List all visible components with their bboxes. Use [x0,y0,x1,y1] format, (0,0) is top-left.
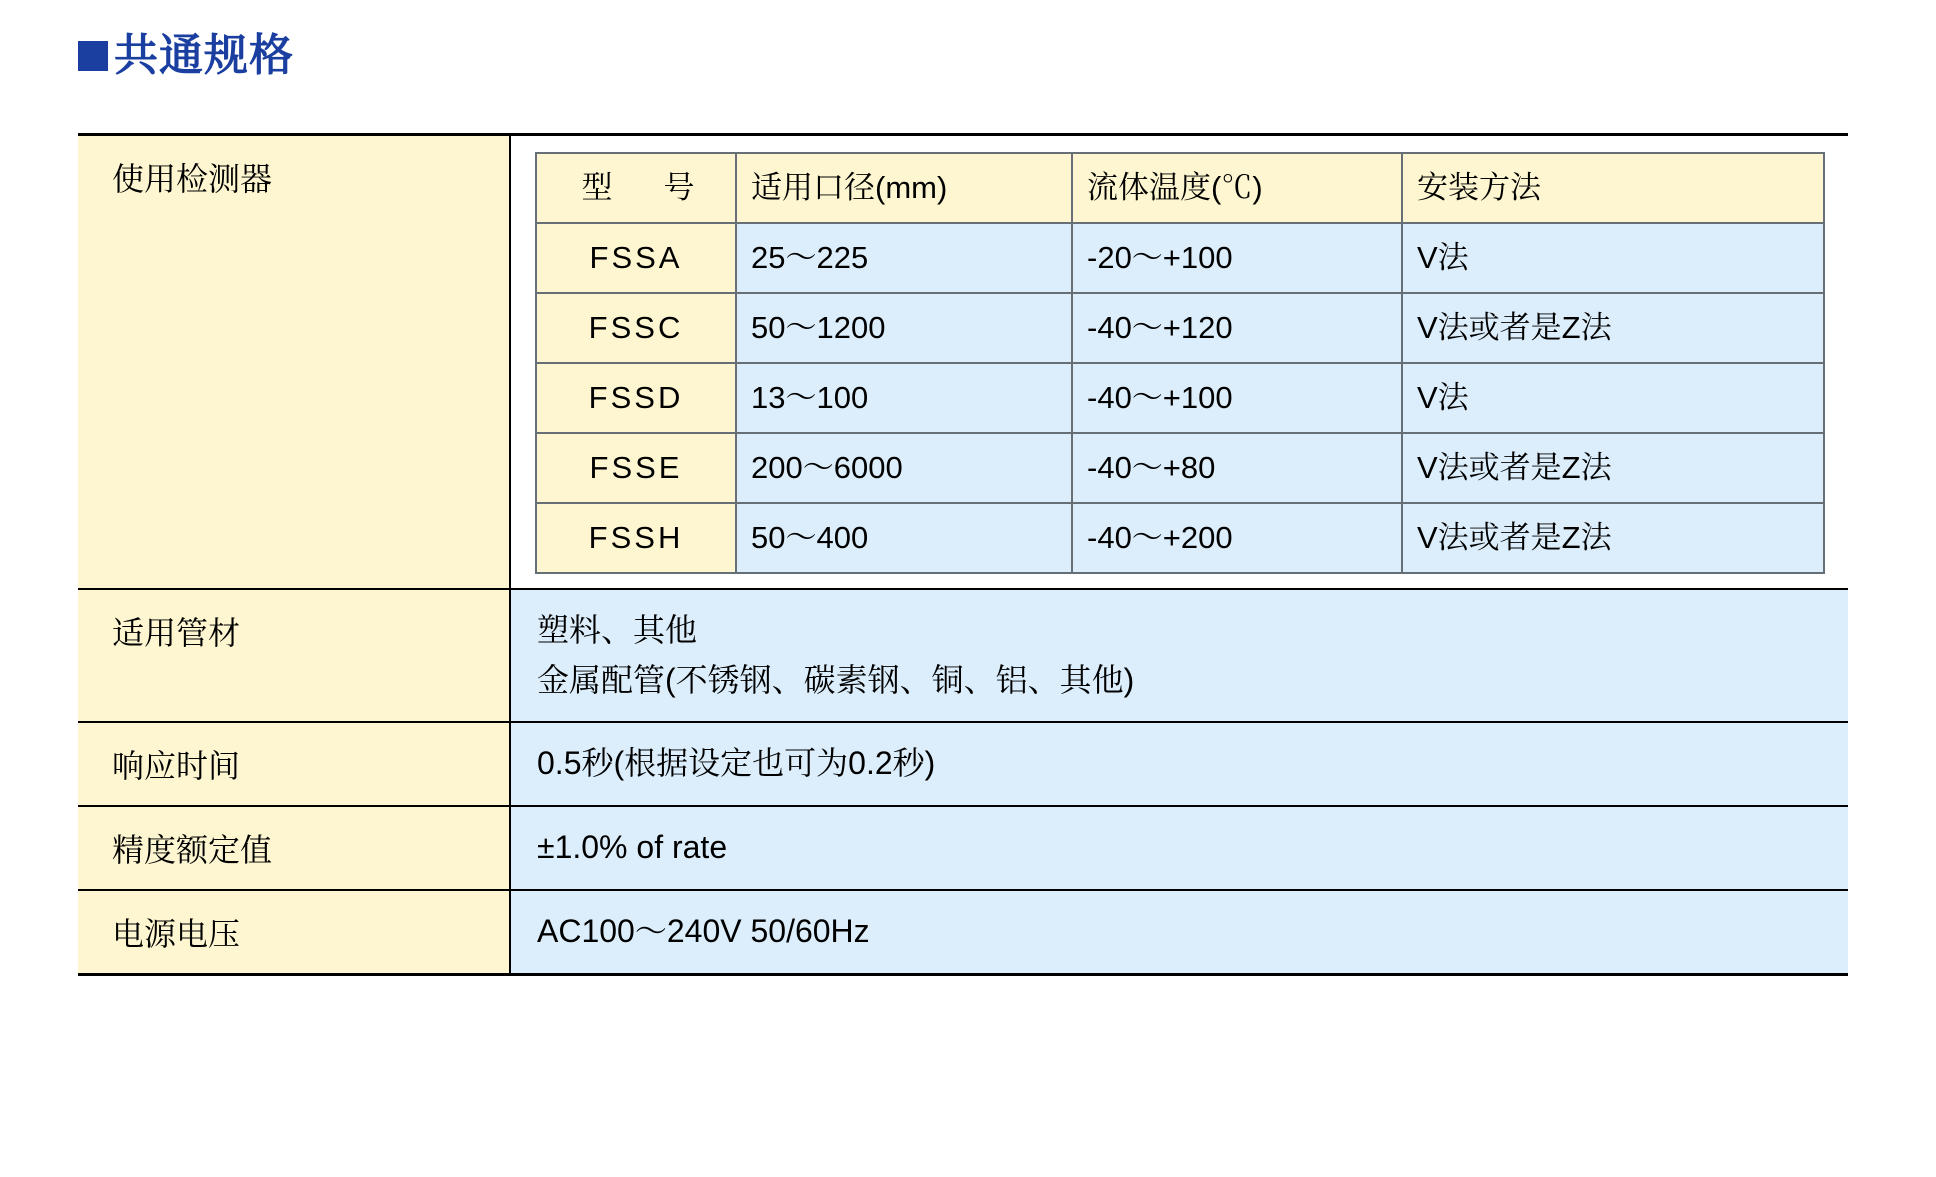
detector-header-temp: 流体温度(℃) [1072,153,1402,223]
detector-model: FSSA [536,223,736,293]
detector-temp: -40～+120 [1072,293,1402,363]
detector-header-bore: 适用口径(mm) [736,153,1072,223]
detector-bore: 50～400 [736,503,1072,573]
table-row [78,135,1848,590]
detector-model: FSSE [536,433,736,503]
detector-table [535,152,1825,574]
row-label-power-voltage: 电源电压 [78,890,510,975]
page-title-text: 共通规格 [114,31,294,80]
detector-mount: V法 [1402,223,1824,293]
row-label-response-time: 响应时间 [78,722,510,806]
specification-table-wrapper [78,133,1848,976]
detector-temp: -40～+100 [1072,363,1402,433]
specification-table [78,133,1848,976]
table-row [78,806,1848,890]
detector-mount: V法或者是Z法 [1402,293,1824,363]
row-value-pipe-material [510,589,1848,722]
detector-model: FSSD [536,363,736,433]
detector-temp: -40～+80 [1072,433,1402,503]
table-row [78,589,1848,722]
table-row [536,293,1824,363]
detector-bore: 25～225 [736,223,1072,293]
table-row [536,223,1824,293]
row-label-detector: 使用检测器 [78,135,510,590]
detector-bore: 13～100 [736,363,1072,433]
table-row [536,363,1824,433]
pipe-material-line-2: 金属配管(不锈钢、碳素钢、铜、铝、其他) [537,661,1135,698]
table-row [536,503,1824,573]
detector-bore: 200～6000 [736,433,1072,503]
detector-header-mount: 安装方法 [1402,153,1824,223]
row-value-response-time: 0.5秒(根据设定也可为0.2秒) [510,722,1848,806]
table-row [78,722,1848,806]
square-bullet-icon [78,41,108,71]
detector-mount: V法或者是Z法 [1402,503,1824,573]
detector-mount: V法或者是Z法 [1402,433,1824,503]
detector-temp: -20～+100 [1072,223,1402,293]
detector-temp: -40～+200 [1072,503,1402,573]
detector-bore: 50～1200 [736,293,1072,363]
row-label-accuracy: 精度额定值 [78,806,510,890]
table-row [78,890,1848,975]
row-value-power-voltage: AC100～240V 50/60Hz [510,890,1848,975]
page-title [78,31,294,80]
detector-table-cell [510,135,1848,590]
detector-table-header-row [536,153,1824,223]
detector-mount: V法 [1402,363,1824,433]
detector-header-model: 型 号 [536,153,736,223]
detector-model: FSSH [536,503,736,573]
detector-model: FSSC [536,293,736,363]
row-value-accuracy: ±1.0% of rate [510,806,1848,890]
row-label-pipe-material: 适用管材 [78,589,510,722]
pipe-material-line-1: 塑料、其他 [537,612,698,648]
table-row [536,433,1824,503]
